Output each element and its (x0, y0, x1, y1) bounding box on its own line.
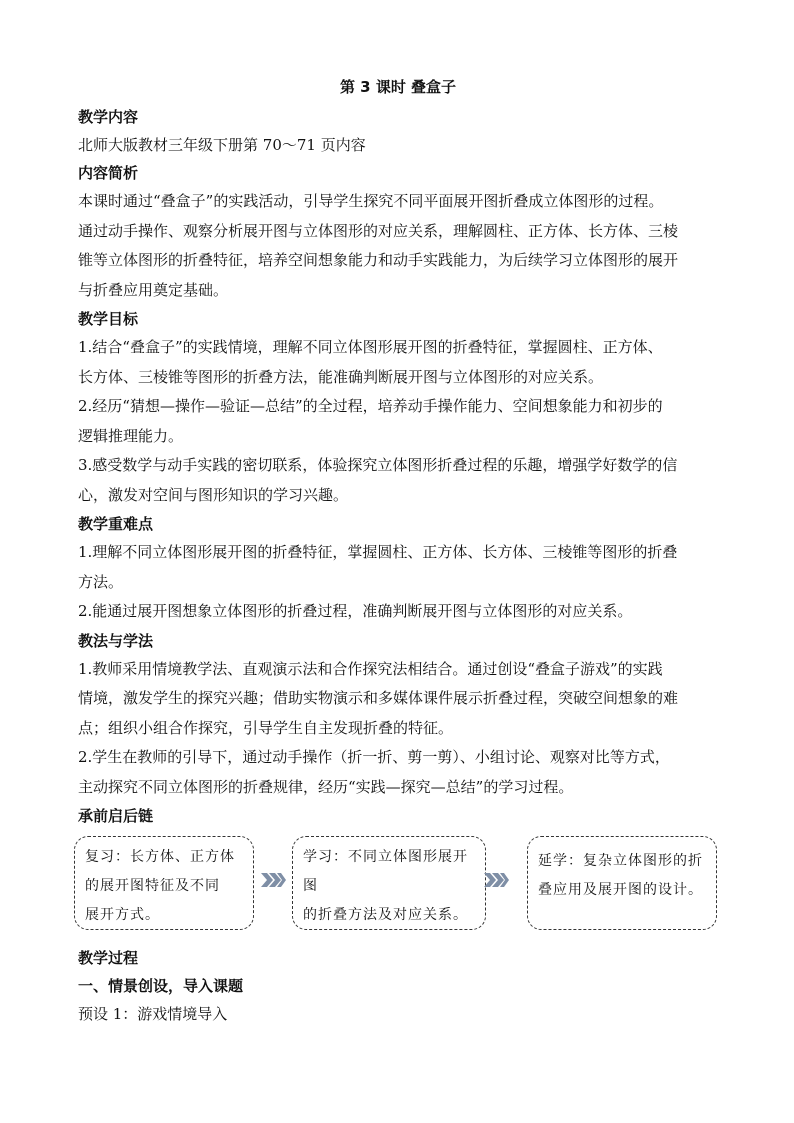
keypoints-line: 方法。 (78, 572, 124, 591)
teaching-content-text: 北师大版教材三年级下册第 70～71 页内容 (78, 136, 366, 154)
keypoints-paragraph (78, 538, 718, 627)
chain-box-line: 复习：长方体、正方体 (85, 849, 235, 865)
double-chevron-right-icon (482, 869, 510, 891)
chain-box-line: 的展开图特征及不同 (85, 878, 220, 894)
goals-line: 3.感受数学与动手实践的密切联系，体验探究立体图形折叠过程的乐趣，增强学好数学的信 (78, 456, 678, 474)
learning-chain-diagram (78, 836, 718, 936)
summary-line: 通过动手操作、观察分析展开图与立体图形的对应关系，理解圆柱、正方体、长方体、三棱 (78, 221, 679, 240)
keypoints-line: 1.理解不同立体图形展开图的折叠特征，掌握圆柱、正方体、长方体、三棱锥等图形的折叠 (78, 543, 678, 561)
chain-box-learn (292, 836, 486, 930)
chain-box-extend (527, 836, 717, 930)
goals-line: 心，激发对空间与图形知识的学习兴趣。 (78, 485, 349, 504)
process-text: 预设 1：游戏情境导入 (78, 1005, 228, 1023)
chain-box-line: 学习：不同立体图形展开图 (303, 849, 468, 894)
summary-line: 与折叠应用奠定基础。 (78, 280, 229, 299)
heading-teaching-content: 教学内容 (78, 108, 139, 126)
methods-line: 情境，激发学生的探究兴趣；借助实物演示和多媒体课件展示折叠过程，突破空间想象的难 (78, 689, 679, 707)
chain-box-line: 展开方式。 (85, 907, 160, 923)
chain-box-line: 叠应用及展开图的设计。 (538, 882, 703, 898)
chain-box-review (74, 836, 254, 930)
goals-paragraph (78, 333, 718, 510)
heading-content-summary: 内容简析 (78, 164, 139, 182)
double-chevron-right-icon (259, 869, 287, 891)
page-title: 第 3 课时 叠盒子 (339, 78, 457, 96)
goals-line: 2.经历“猜想—操作—验证—总结”的全过程，培养动手操作能力、空间想象能力和初步的 (78, 397, 663, 415)
heading-key-points: 教学重难点 (78, 515, 154, 533)
methods-line: 1.教师采用情境教学法、直观演示法和合作探究法相结合。通过创设“叠盒子游戏”的实践 (78, 659, 663, 678)
heading-teaching-goals: 教学目标 (78, 310, 139, 328)
methods-line: 2.学生在教师的引导下，通过动手操作（折一折、剪一剪）、小组讨论、观察对比等方式， (78, 748, 670, 766)
heading-chain: 承前启后链 (78, 807, 154, 825)
heading-methods: 教法与学法 (78, 631, 154, 650)
summary-line: 本课时通过“叠盒子”的实践活动，引导学生探究不同平面展开图折叠成立体图形的过程。 (78, 192, 664, 210)
chain-box-line: 延学：复杂立体图形的折 (538, 853, 703, 869)
summary-line: 锥等立体图形的折叠特征，培养空间想象能力和动手实践能力，为后续学习立体图形的展开 (78, 251, 679, 269)
goals-line: 长方体、三棱锥等图形的折叠方法，能准确判断展开图与立体图形的对应关系。 (78, 367, 604, 386)
keypoints-line: 2.能通过展开图想象立体图形的折叠过程，准确判断展开图与立体图形的对应关系。 (78, 602, 633, 620)
methods-line: 点；组织小组合作探究，引导学生自主发现折叠的特征。 (78, 718, 454, 737)
methods-paragraph (78, 655, 718, 803)
subheading-scenario: 一、情景创设，导入课题 (78, 977, 244, 995)
goals-line: 逻辑推理能力。 (78, 426, 184, 445)
chain-box-line: 的折叠方法及对应关系。 (303, 907, 468, 923)
goals-line: 1.结合“叠盒子”的实践情境，理解不同立体图形展开图的折叠特征，掌握圆柱、正方体、 (78, 338, 663, 356)
heading-teaching-process: 教学过程 (78, 949, 139, 967)
methods-line: 主动探究不同立体图形的折叠规律，经历“实践—探究—总结”的学习过程。 (78, 777, 574, 796)
summary-paragraph (78, 187, 718, 305)
